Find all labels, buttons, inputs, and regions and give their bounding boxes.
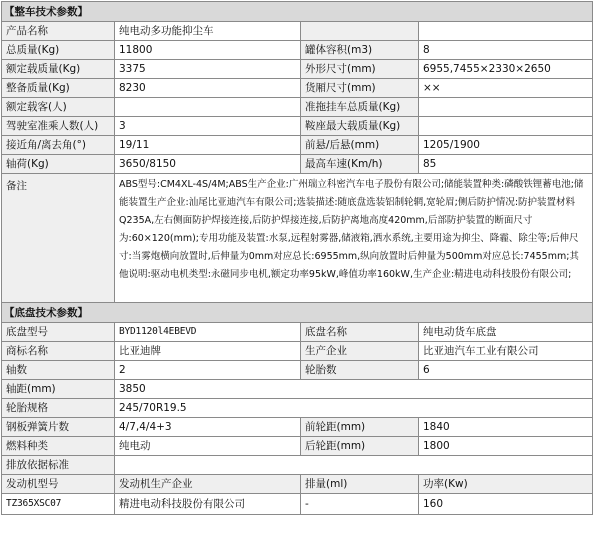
chassis-name-value: 纯电动货车底盘 [419, 323, 593, 342]
remark-label: 备注 [2, 174, 115, 303]
wheelbase-value: 3850 [115, 380, 593, 399]
dimensions-value: 6955,7455×2330×2650 [419, 60, 593, 79]
tire-count-value: 6 [419, 361, 593, 380]
engine-maker-value: 精进电动科技股份有限公司 [115, 494, 301, 515]
cargo-box-label: 货厢尺寸(mm) [301, 79, 419, 98]
cargo-box-value: ×× [419, 79, 593, 98]
spec-row [2, 399, 593, 418]
spec-row [2, 79, 593, 98]
max-speed-label: 最高车速(Km/h) [301, 155, 419, 174]
emission-standard-value [115, 456, 593, 475]
spec-row [2, 136, 593, 155]
displacement-header: 排量(ml) [301, 475, 419, 494]
chassis-name-label: 底盘名称 [301, 323, 419, 342]
tire-count-label: 轮胎数 [301, 361, 419, 380]
engine-model-value: TZ365XSC07 [2, 494, 115, 515]
approach-departure-value: 19/11 [115, 136, 301, 155]
rear-track-value: 1800 [419, 437, 593, 456]
engine-header-row [2, 475, 593, 494]
power-header: 功率(Kw) [419, 475, 593, 494]
remark-row [2, 174, 593, 303]
rear-track-label: 后轮距(mm) [301, 437, 419, 456]
chassis-section-header [2, 303, 593, 323]
manufacturer-label: 生产企业 [301, 342, 419, 361]
empty-value [419, 22, 593, 41]
spec-row [2, 418, 593, 437]
emission-standard-label: 排放依据标准 [2, 456, 115, 475]
tank-volume-label: 罐体容积(m3) [301, 41, 419, 60]
rated-passengers-value [115, 98, 301, 117]
spec-row [2, 98, 593, 117]
axle-count-label: 轴数 [2, 361, 115, 380]
approach-departure-label: 接近角/离去角(°) [2, 136, 115, 155]
overhang-value: 1205/1900 [419, 136, 593, 155]
cab-seats-label: 驾驶室准乘人数(人) [2, 117, 115, 136]
spec-row [2, 342, 593, 361]
curb-mass-value: 8230 [115, 79, 301, 98]
chassis-model-label: 底盘型号 [2, 323, 115, 342]
axle-count-value: 2 [115, 361, 301, 380]
spec-row [2, 60, 593, 79]
brand-label: 商标名称 [2, 342, 115, 361]
engine-row [2, 494, 593, 515]
spec-row [2, 437, 593, 456]
gross-mass-label: 总质量(Kg) [2, 41, 115, 60]
trailer-mass-value [419, 98, 593, 117]
spec-row [2, 361, 593, 380]
wheelbase-label: 轴距(mm) [2, 380, 115, 399]
spec-row [2, 155, 593, 174]
fuel-type-label: 燃料种类 [2, 437, 115, 456]
displacement-value: - [301, 494, 419, 515]
vehicle-section-title: 【整车技术参数】 [2, 2, 593, 22]
chassis-model-value: BYD1120l4EBEVD [115, 323, 301, 342]
spec-row [2, 456, 593, 475]
gross-mass-value: 11800 [115, 41, 301, 60]
product-name-value: 纯电动多功能抑尘车 [115, 22, 301, 41]
rated-load-value: 3375 [115, 60, 301, 79]
spec-row [2, 323, 593, 342]
leaf-spring-value: 4/7,4/4+3 [115, 418, 301, 437]
spec-table [1, 1, 593, 515]
rated-load-label: 额定载质量(Kg) [2, 60, 115, 79]
fuel-type-value: 纯电动 [115, 437, 301, 456]
engine-maker-header: 发动机生产企业 [115, 475, 301, 494]
spec-row [2, 22, 593, 41]
axle-load-value: 3650/8150 [115, 155, 301, 174]
remark-text: ABS型号:CM4XL-4S/4M;ABS生产企业:广州瑞立科密汽车电子股份有限公司;储能装置种类:磷酸铁锂蓄电池;储能装置生产企业:汕尾比亚迪汽车有限公司;选装描述:随底盘选装铝制轮辋,宽轮眉;侧后防护情况:防护装置材料Q235A,左右侧面防护焊接连接,后防护焊接连接,后防护离地高度420mm,后部防护装置的断面尺寸为:60×120(mm);专用功能及装置:水泵,远程射雾器,储液箱,洒水系统,主要用途为抑尘、降霾、除尘等;后伸尺寸:当雾炮横向放置时,后伸量为0mm对应总长:6955mm,纵向放置时后伸量为500mm对应总长:7455mm;其他说明:驱动电机类型:永磁同步电机,额定功率95kW,峰值功率160kW,生产企业:精进电动科技股份有限公司; [115, 174, 593, 303]
front-track-value: 1840 [419, 418, 593, 437]
engine-model-header: 发动机型号 [2, 475, 115, 494]
front-track-label: 前轮距(mm) [301, 418, 419, 437]
saddle-load-label: 鞍座最大载质量(Kg) [301, 117, 419, 136]
saddle-load-value [419, 117, 593, 136]
tire-spec-value: 245/70R19.5 [115, 399, 593, 418]
spec-row [2, 41, 593, 60]
cab-seats-value: 3 [115, 117, 301, 136]
empty-label [301, 22, 419, 41]
spec-row [2, 380, 593, 399]
spec-row [2, 117, 593, 136]
product-name-label: 产品名称 [2, 22, 115, 41]
manufacturer-value: 比亚迪汽车工业有限公司 [419, 342, 593, 361]
tank-volume-value: 8 [419, 41, 593, 60]
rated-passengers-label: 额定载客(人) [2, 98, 115, 117]
vehicle-section-header [2, 2, 593, 22]
overhang-label: 前悬/后悬(mm) [301, 136, 419, 155]
tire-spec-label: 轮胎规格 [2, 399, 115, 418]
dimensions-label: 外形尺寸(mm) [301, 60, 419, 79]
trailer-mass-label: 准拖挂车总质量(Kg) [301, 98, 419, 117]
chassis-section-title: 【底盘技术参数】 [2, 303, 593, 323]
spec-sheet [1, 1, 592, 515]
power-value: 160 [419, 494, 593, 515]
curb-mass-label: 整备质量(Kg) [2, 79, 115, 98]
leaf-spring-label: 钢板弹簧片数 [2, 418, 115, 437]
max-speed-value: 85 [419, 155, 593, 174]
axle-load-label: 轴荷(Kg) [2, 155, 115, 174]
brand-value: 比亚迪牌 [115, 342, 301, 361]
